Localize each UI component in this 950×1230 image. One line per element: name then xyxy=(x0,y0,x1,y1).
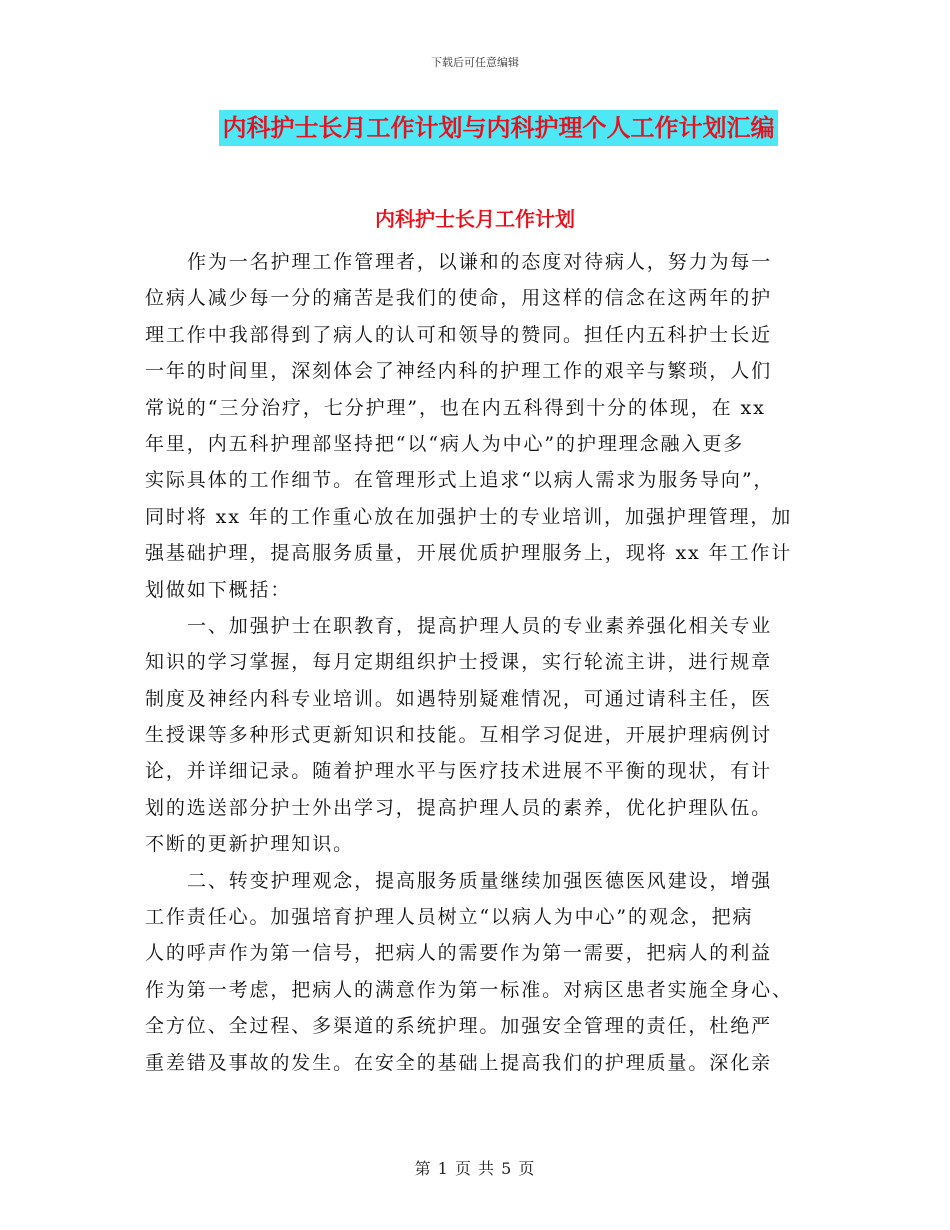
paragraph-line: 年里，内五科护理部坚持把“以“病人为中心”的护理理念融入更多 xyxy=(145,432,745,455)
paragraph-line: 人的呼声作为第一信号，把病人的需要作为第一需要，把病人的利益 xyxy=(145,942,773,965)
paragraph-line: 常说的“三分治疗，七分护理”，也在内五科得到十分的体现，在 xx xyxy=(145,396,766,419)
paragraph-line: 制度及神经内科专业培训。如遇特别疑难情况，可通过请科主任，医 xyxy=(145,687,773,710)
paragraph-line: 理工作中我部得到了病人的认可和领导的赞同。担任内五科护士长近 xyxy=(145,323,773,346)
paragraph-line: 划做如下概括： xyxy=(145,578,292,601)
paragraph-line: 知识的学习掌握，每月定期组织护士授课，实行轮流主讲，进行规章 xyxy=(145,651,773,674)
paragraph-line: 论，并详细记录。随着护理水平与医疗技术进展不平衡的现状，有计 xyxy=(145,760,773,783)
paragraph-line: 作为第一考虑，把病人的满意作为第一标准。对病区患者实施全身心、 xyxy=(145,978,793,1001)
paragraph-line: 一、加强护士在职教育，提高护理人员的专业素养强化相关专业 xyxy=(187,614,773,637)
paragraph-line: 位病人减少每一分的痛苦是我们的使命，用这样的信念在这两年的护 xyxy=(145,287,773,310)
document-title-wrap xyxy=(0,110,950,146)
paragraph-line: 全方位、全过程、多渠道的系统护理。加强安全管理的责任，杜绝严 xyxy=(145,1015,773,1038)
document-title: 内科护士长月工作计划与内科护理个人工作计划汇编 xyxy=(219,110,778,146)
paragraph-line: 重差错及事故的发生。在安全的基础上提高我们的护理质量。深化亲 xyxy=(145,1051,773,1074)
paragraph-line: 作为一名护理工作管理者，以谦和的态度对待病人，努力为每一 xyxy=(187,251,773,273)
paragraph-line: 工作责任心。加强培育护理人员树立“以病人为中心”的观念，把病 xyxy=(145,906,754,929)
paragraph-line: 一年的时间里，深刻体会了神经内科的护理工作的艰辛与繁琐，人们 xyxy=(145,360,773,383)
paragraph-line: 划的选送部分护士外出学习，提高护理人员的素养，优化护理队伍。 xyxy=(145,796,773,819)
paragraph-line: 不断的更新护理知识。 xyxy=(145,833,355,856)
section-title: 内科护士长月工作计划 xyxy=(375,207,575,231)
header-note: 下载后可任意编辑 xyxy=(431,56,519,69)
body-text xyxy=(145,244,805,1081)
page-footer: 第 1 页 共 5 页 xyxy=(414,1159,536,1178)
paragraph-line: 同时将 xx 年的工作重心放在加强护士的专业培训，加强护理管理，加 xyxy=(145,505,793,528)
paragraph-line: 实际具体的工作细节。在管理形式上追求“以病人需求为服务导向”， xyxy=(145,469,775,492)
paragraph-line: 二、转变护理观念，提高服务质量继续加强医德医风建设，增强 xyxy=(187,869,773,892)
paragraph-line: 强基础护理，提高服务质量，开展优质护理服务上，现将 xx 年工作计 xyxy=(145,542,793,565)
paragraph-line: 生授课等多种形式更新知识和技能。互相学习促进，开展护理病例讨 xyxy=(145,724,773,747)
